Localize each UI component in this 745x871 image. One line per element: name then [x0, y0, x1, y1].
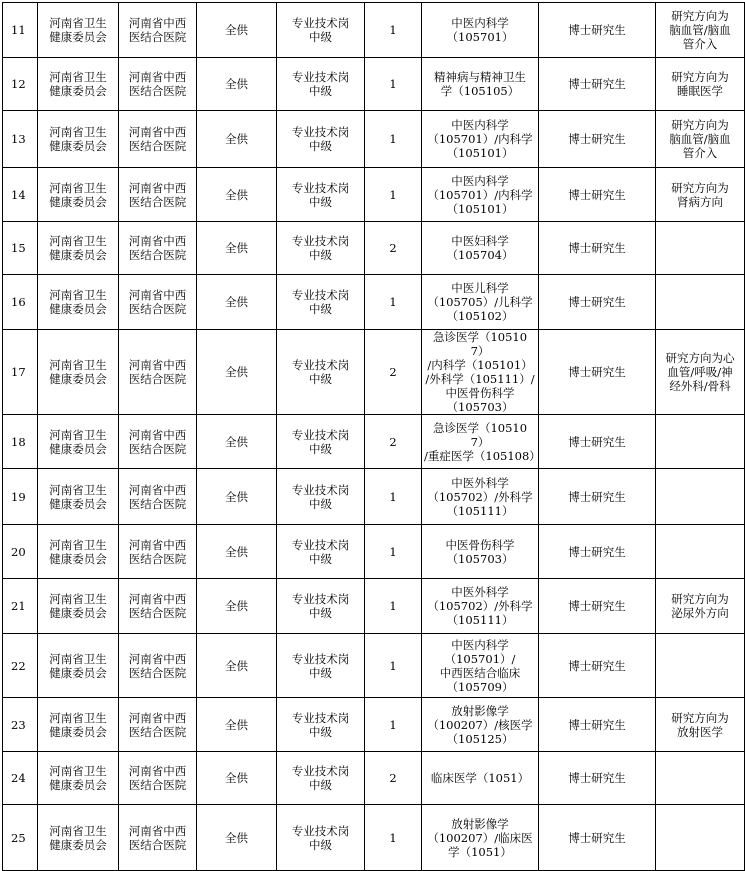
- department: 河南省卫生 健康委员会: [49, 288, 107, 316]
- post-type: 专业技术岗 中级: [291, 70, 350, 98]
- post-type-cell: [277, 275, 365, 330]
- employer-cell: [119, 525, 197, 579]
- education: 博士研究生: [568, 295, 626, 309]
- education-cell: [539, 168, 656, 222]
- education-cell: [539, 752, 656, 805]
- employer-cell: [119, 3, 197, 58]
- funding-type: 全供: [225, 489, 248, 504]
- employer-cell: [119, 58, 197, 111]
- employer-cell: [119, 579, 197, 634]
- education-cell: [539, 222, 656, 275]
- remarks-cell: [656, 698, 745, 752]
- post-type-cell: [277, 752, 365, 805]
- education: 博士研究生: [568, 77, 626, 91]
- major-cell: [422, 579, 539, 634]
- employer: 河南省中西 医结合医院: [128, 651, 187, 680]
- major-cell: [422, 752, 539, 805]
- headcount-cell: [365, 698, 422, 752]
- employer: 河南省中西 医结合医院: [128, 823, 187, 852]
- post-type: 专业技术岗 中级: [291, 710, 350, 739]
- remarks-cell: [656, 3, 745, 58]
- education: 博士研究生: [568, 187, 626, 202]
- row-number-cell: [3, 111, 38, 168]
- table-row: [3, 222, 745, 275]
- post-type: 专业技术岗 中级: [291, 427, 350, 456]
- education-cell: [539, 330, 656, 415]
- post-type: 专业技术岗 中级: [291, 288, 350, 316]
- post-type: 专业技术岗 中级: [291, 823, 350, 852]
- remarks: 研究方向为 脑血管/脑血 管介入: [669, 118, 731, 160]
- headcount: 1: [389, 132, 397, 146]
- post-type: 专业技术岗 中级: [291, 651, 350, 680]
- table-row: [3, 275, 745, 330]
- remarks: 研究方向为心 血管/呼吸/神 经外科/骨科: [665, 351, 735, 393]
- employer-cell: [119, 469, 197, 525]
- funding-type: 全供: [225, 599, 248, 613]
- headcount-cell: [365, 222, 422, 275]
- department-cell: [38, 634, 119, 698]
- funding-type: 全供: [225, 132, 248, 146]
- headcount-cell: [365, 634, 422, 698]
- major: 中医内科学 （105701）/内科学 （105101）: [427, 118, 533, 160]
- major: 临床医学（1051）: [430, 771, 530, 785]
- remarks-cell: [656, 111, 745, 168]
- remarks-cell: [656, 469, 745, 525]
- funding-type: 全供: [225, 544, 248, 559]
- table-row: [3, 579, 745, 634]
- funding-type-cell: [197, 222, 277, 275]
- remarks: 研究方向为 泌尿外方向: [671, 592, 729, 620]
- major: 中医内科学 （105701）: [446, 16, 514, 44]
- employer: 河南省中西 医结合医院: [128, 288, 187, 316]
- funding-type: 全供: [225, 77, 248, 91]
- remarks-cell: [656, 58, 745, 111]
- department-cell: [38, 579, 119, 634]
- row-number-cell: [3, 58, 38, 111]
- row-number: 13: [11, 132, 26, 146]
- headcount-cell: [365, 579, 422, 634]
- table-row: [3, 58, 745, 111]
- remarks-cell: [656, 222, 745, 275]
- department-cell: [38, 58, 119, 111]
- employer: 河南省中西 医结合医院: [128, 125, 187, 153]
- row-number: 22: [11, 658, 26, 673]
- education-cell: [539, 275, 656, 330]
- remarks: 研究方向为 放射医学: [671, 710, 729, 739]
- headcount: 1: [389, 544, 397, 559]
- major: 中医外科学 （105702）/外科学 （105111）: [427, 475, 533, 518]
- funding-type-cell: [197, 752, 277, 805]
- major: 急诊医学（105107） /内科学（105101） /外科学（105111）/ 中医骨伤科学 （105703）: [425, 330, 535, 414]
- funding-type: 全供: [225, 717, 248, 732]
- row-number-cell: [3, 275, 38, 330]
- row-number: 12: [11, 77, 26, 91]
- table-row: [3, 805, 745, 871]
- department-cell: [38, 222, 119, 275]
- headcount-cell: [365, 415, 422, 469]
- row-number: 18: [11, 434, 26, 449]
- headcount: 1: [389, 295, 397, 309]
- post-type: 专业技术岗 中级: [291, 764, 350, 792]
- education-cell: [539, 805, 656, 871]
- row-number-cell: [3, 415, 38, 469]
- major-cell: [422, 222, 539, 275]
- row-number-cell: [3, 579, 38, 634]
- funding-type: 全供: [225, 830, 248, 845]
- employer-cell: [119, 111, 197, 168]
- headcount: 2: [389, 434, 397, 449]
- funding-type-cell: [197, 275, 277, 330]
- education-cell: [539, 111, 656, 168]
- major: 精神病与精神卫生 学（105105）: [434, 70, 526, 98]
- employer-cell: [119, 634, 197, 698]
- headcount-cell: [365, 168, 422, 222]
- row-number-cell: [3, 805, 38, 871]
- headcount: 1: [389, 77, 397, 91]
- employer: 河南省中西 医结合医院: [128, 70, 187, 98]
- department-cell: [38, 3, 119, 58]
- headcount-cell: [365, 275, 422, 330]
- funding-type: 全供: [225, 365, 248, 379]
- major: 中医内科学 （105701）/内科学 （105101）: [427, 173, 533, 216]
- post-type: 专业技术岗 中级: [291, 234, 350, 262]
- funding-type-cell: [197, 698, 277, 752]
- table-row: [3, 752, 745, 805]
- funding-type-cell: [197, 469, 277, 525]
- major-cell: [422, 525, 539, 579]
- major: 急诊医学（105107） /重症医学（105108）: [424, 420, 541, 463]
- department-cell: [38, 469, 119, 525]
- row-number-cell: [3, 168, 38, 222]
- funding-type-cell: [197, 330, 277, 415]
- department-cell: [38, 168, 119, 222]
- headcount: 1: [389, 717, 397, 732]
- post-type-cell: [277, 805, 365, 871]
- department-cell: [38, 111, 119, 168]
- employer-cell: [119, 275, 197, 330]
- table-row: [3, 330, 745, 415]
- department: 河南省卫生 健康委员会: [49, 482, 107, 511]
- post-type-cell: [277, 222, 365, 275]
- post-type: 专业技术岗 中级: [291, 16, 350, 44]
- headcount-cell: [365, 330, 422, 415]
- headcount: 1: [389, 658, 397, 673]
- row-number-cell: [3, 330, 38, 415]
- row-number-cell: [3, 469, 38, 525]
- department-cell: [38, 275, 119, 330]
- row-number-cell: [3, 698, 38, 752]
- post-type-cell: [277, 168, 365, 222]
- employer: 河南省中西 医结合医院: [128, 537, 187, 566]
- funding-type-cell: [197, 3, 277, 58]
- post-type-cell: [277, 3, 365, 58]
- remarks: 研究方向为 肾病方向: [671, 180, 729, 209]
- education: 博士研究生: [568, 365, 626, 379]
- employer-cell: [119, 415, 197, 469]
- employer-cell: [119, 222, 197, 275]
- education: 博士研究生: [568, 830, 626, 845]
- employer-cell: [119, 805, 197, 871]
- funding-type-cell: [197, 525, 277, 579]
- post-type: 专业技术岗 中级: [291, 592, 350, 620]
- remarks-cell: [656, 330, 745, 415]
- row-number: 21: [11, 599, 26, 613]
- employer-cell: [119, 698, 197, 752]
- funding-type: 全供: [225, 187, 248, 202]
- headcount-cell: [365, 111, 422, 168]
- major-cell: [422, 3, 539, 58]
- major: 中医妇科学 （105704）: [446, 234, 514, 262]
- department-cell: [38, 525, 119, 579]
- headcount: 1: [389, 830, 397, 845]
- table-row: [3, 111, 745, 168]
- remarks: 研究方向为 睡眠医学: [671, 70, 729, 98]
- department: 河南省卫生 健康委员会: [49, 70, 107, 98]
- funding-type-cell: [197, 805, 277, 871]
- employer: 河南省中西 医结合医院: [128, 482, 187, 511]
- major-cell: [422, 275, 539, 330]
- row-number: 11: [11, 23, 26, 37]
- employer: 河南省中西 医结合医院: [128, 427, 187, 456]
- remarks-cell: [656, 168, 745, 222]
- post-type: 专业技术岗 中级: [291, 537, 350, 566]
- row-number: 25: [11, 830, 26, 845]
- department: 河南省卫生 健康委员会: [49, 537, 107, 566]
- remarks-cell: [656, 752, 745, 805]
- major-cell: [422, 168, 539, 222]
- employer: 河南省中西 医结合医院: [128, 764, 187, 792]
- employer: 河南省中西 医结合医院: [128, 234, 187, 262]
- headcount: 2: [389, 771, 397, 785]
- remarks-cell: [656, 525, 745, 579]
- post-type-cell: [277, 415, 365, 469]
- funding-type: 全供: [225, 295, 248, 309]
- department: 河南省卫生 健康委员会: [49, 710, 107, 739]
- table-row: [3, 469, 745, 525]
- row-number-cell: [3, 752, 38, 805]
- headcount-cell: [365, 58, 422, 111]
- post-type-cell: [277, 330, 365, 415]
- post-type: 专业技术岗 中级: [291, 180, 350, 209]
- headcount: 1: [389, 23, 397, 37]
- row-number: 19: [11, 489, 26, 504]
- headcount: 1: [389, 187, 397, 202]
- department: 河南省卫生 健康委员会: [49, 125, 107, 153]
- major: 中医骨伤科学 （105703）: [445, 537, 515, 566]
- employer: 河南省中西 医结合医院: [128, 180, 187, 209]
- remarks-cell: [656, 415, 745, 469]
- headcount: 1: [389, 599, 397, 613]
- major-cell: [422, 698, 539, 752]
- post-type-cell: [277, 111, 365, 168]
- education: 博士研究生: [568, 599, 626, 613]
- funding-type: 全供: [225, 434, 248, 449]
- department: 河南省卫生 健康委员会: [49, 823, 107, 852]
- employer-cell: [119, 752, 197, 805]
- table-row: [3, 168, 745, 222]
- funding-type-cell: [197, 168, 277, 222]
- row-number: 16: [11, 295, 26, 309]
- department-cell: [38, 415, 119, 469]
- major-cell: [422, 58, 539, 111]
- row-number: 24: [11, 771, 26, 785]
- funding-type-cell: [197, 415, 277, 469]
- row-number: 15: [11, 241, 26, 255]
- post-type-cell: [277, 698, 365, 752]
- post-type-cell: [277, 58, 365, 111]
- education: 博士研究生: [568, 23, 626, 37]
- department: 河南省卫生 健康委员会: [49, 358, 107, 386]
- major: 中医内科学 （105701）/ 中西医结合临床 （105709）: [439, 637, 521, 694]
- post-type-cell: [277, 634, 365, 698]
- education-cell: [539, 579, 656, 634]
- education-cell: [539, 469, 656, 525]
- post-type: 专业技术岗 中级: [291, 482, 350, 511]
- education-cell: [539, 3, 656, 58]
- education: 博士研究生: [568, 241, 626, 255]
- post-type-cell: [277, 579, 365, 634]
- education: 博士研究生: [568, 658, 626, 673]
- major-cell: [422, 634, 539, 698]
- post-type: 专业技术岗 中级: [291, 125, 350, 153]
- headcount-cell: [365, 3, 422, 58]
- employer-cell: [119, 330, 197, 415]
- major-cell: [422, 805, 539, 871]
- table-row: [3, 698, 745, 752]
- department-cell: [38, 805, 119, 871]
- post-type: 专业技术岗 中级: [291, 358, 350, 386]
- employer: 河南省中西 医结合医院: [128, 358, 187, 386]
- funding-type-cell: [197, 111, 277, 168]
- education: 博士研究生: [568, 434, 626, 449]
- education-cell: [539, 58, 656, 111]
- department: 河南省卫生 健康委员会: [49, 651, 107, 680]
- education: 博士研究生: [568, 132, 626, 146]
- education: 博士研究生: [568, 771, 626, 785]
- employer: 河南省中西 医结合医院: [128, 592, 187, 620]
- major: 放射影像学 （100207）/核医学 （105125）: [427, 703, 533, 746]
- funding-type: 全供: [225, 241, 248, 255]
- post-type-cell: [277, 469, 365, 525]
- remarks: 研究方向为 脑血管/脑血 管介入: [669, 9, 731, 51]
- department-cell: [38, 330, 119, 415]
- department: 河南省卫生 健康委员会: [49, 234, 107, 262]
- row-number: 14: [11, 187, 26, 202]
- department: 河南省卫生 健康委员会: [49, 764, 107, 792]
- department: 河南省卫生 健康委员会: [49, 180, 107, 209]
- education-cell: [539, 698, 656, 752]
- row-number: 23: [11, 717, 26, 732]
- major-cell: [422, 469, 539, 525]
- education-cell: [539, 525, 656, 579]
- major: 放射影像学 （100207）/临床医 学（1051）: [427, 816, 533, 859]
- remarks-cell: [656, 805, 745, 871]
- funding-type-cell: [197, 58, 277, 111]
- remarks-cell: [656, 634, 745, 698]
- education: 博士研究生: [568, 717, 626, 732]
- funding-type: 全供: [225, 771, 248, 785]
- remarks-cell: [656, 579, 745, 634]
- department: 河南省卫生 健康委员会: [49, 16, 107, 44]
- row-number-cell: [3, 3, 38, 58]
- headcount-cell: [365, 805, 422, 871]
- education-cell: [539, 634, 656, 698]
- major: 中医儿科学 （105705）/儿科学 （105102）: [427, 281, 533, 323]
- table-row: [3, 634, 745, 698]
- employer-cell: [119, 168, 197, 222]
- post-type-cell: [277, 525, 365, 579]
- department-cell: [38, 752, 119, 805]
- funding-type-cell: [197, 634, 277, 698]
- headcount-cell: [365, 752, 422, 805]
- row-number: 17: [11, 365, 26, 379]
- department: 河南省卫生 健康委员会: [49, 427, 107, 456]
- table-row: [3, 525, 745, 579]
- education: 博士研究生: [568, 489, 626, 504]
- funding-type: 全供: [225, 23, 248, 37]
- table-row: [3, 415, 745, 469]
- funding-type: 全供: [225, 658, 248, 673]
- headcount: 1: [389, 489, 397, 504]
- department: 河南省卫生 健康委员会: [49, 592, 107, 620]
- remarks-cell: [656, 275, 745, 330]
- headcount-cell: [365, 469, 422, 525]
- department-cell: [38, 698, 119, 752]
- funding-type-cell: [197, 579, 277, 634]
- major: 中医外科学 （105702）/外科学 （105111）: [427, 585, 533, 627]
- headcount-cell: [365, 525, 422, 579]
- row-number: 20: [11, 544, 26, 559]
- recruitment-table: [2, 2, 745, 871]
- table-row: [3, 3, 745, 58]
- education: 博士研究生: [568, 544, 626, 559]
- major-cell: [422, 330, 539, 415]
- row-number-cell: [3, 634, 38, 698]
- employer: 河南省中西 医结合医院: [128, 710, 187, 739]
- education-cell: [539, 415, 656, 469]
- employer: 河南省中西 医结合医院: [128, 16, 187, 44]
- major-cell: [422, 111, 539, 168]
- row-number-cell: [3, 525, 38, 579]
- major-cell: [422, 415, 539, 469]
- headcount: 2: [389, 365, 397, 379]
- headcount: 2: [389, 241, 397, 255]
- row-number-cell: [3, 222, 38, 275]
